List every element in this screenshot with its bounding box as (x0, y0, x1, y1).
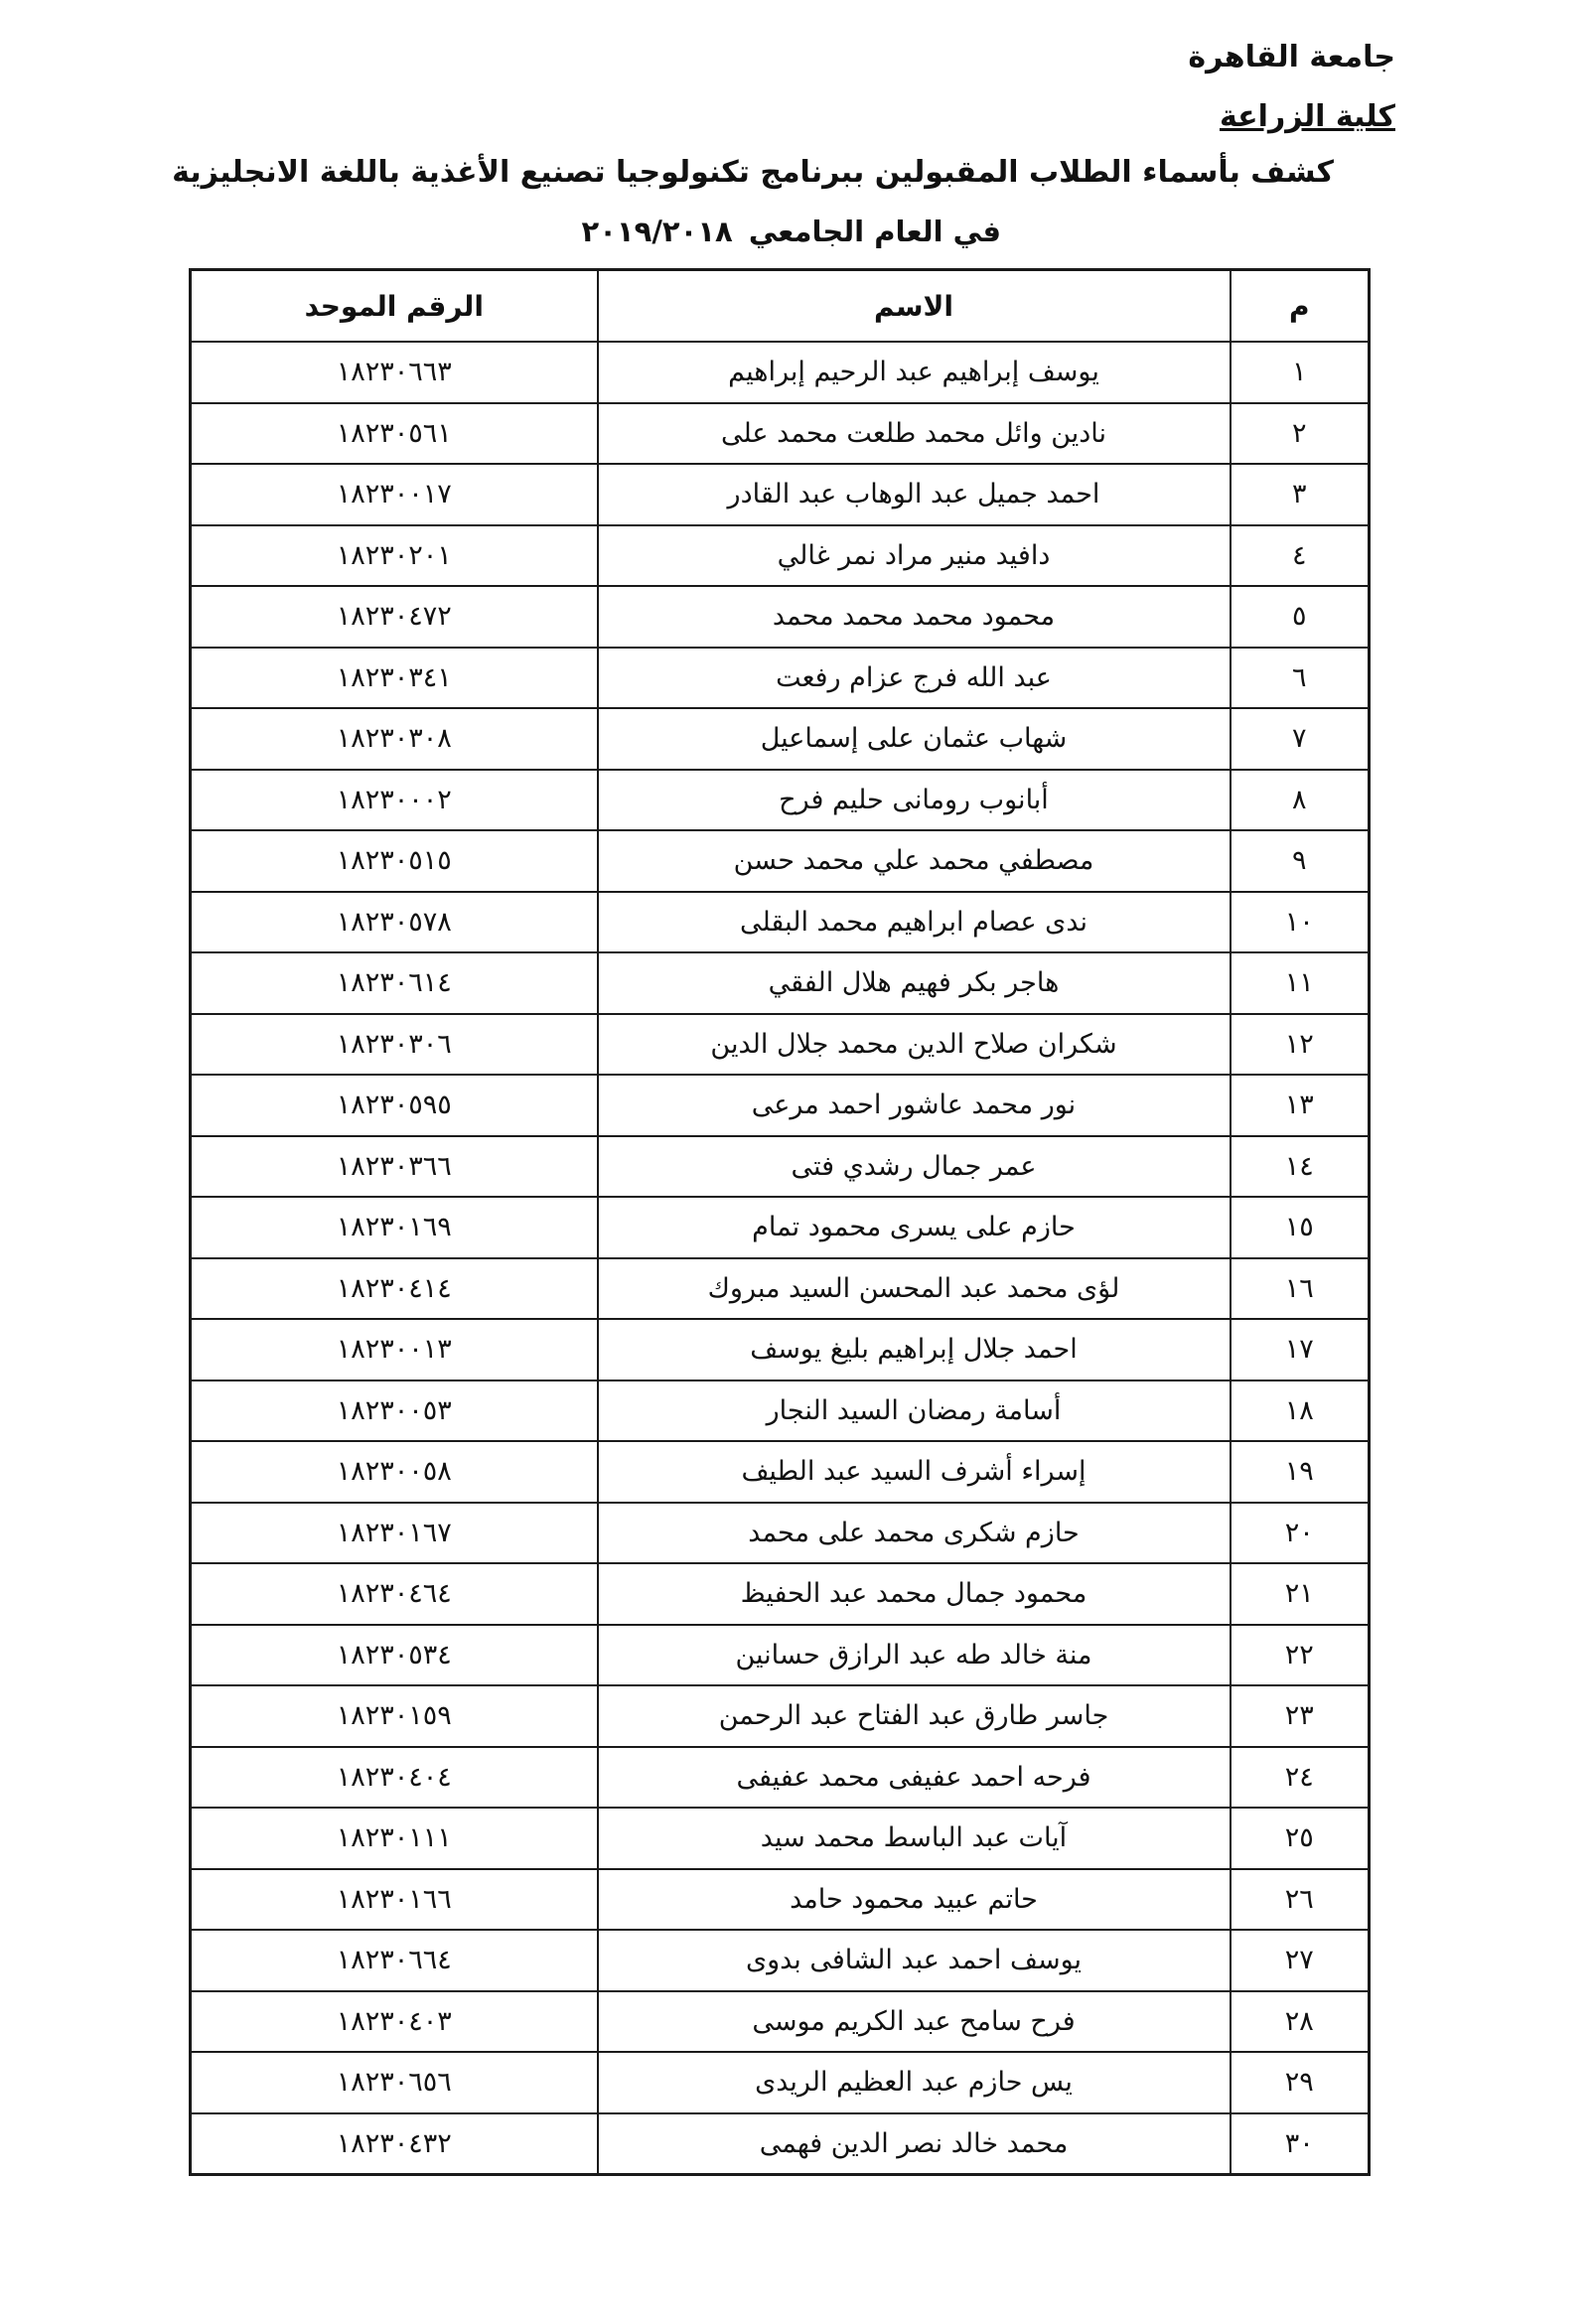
student-name-cell: حازم على يسرى محمود تمام (598, 1197, 1231, 1258)
table-row (191, 403, 1370, 465)
student-name-cell: احمد جميل عبد الوهاب عبد القادر (598, 464, 1231, 525)
table-row (191, 1930, 1370, 1991)
column-header-unified-id: الرقم الموحد (191, 270, 598, 343)
unified-id-cell: ١٨٢٣٠٤١٤ (191, 1258, 598, 1320)
student-name-cell: حازم شكرى محمد على محمد (598, 1503, 1231, 1564)
table-row (191, 1808, 1370, 1869)
student-name-cell: محمود جمال محمد عبد الحفيظ (598, 1563, 1231, 1625)
student-name-cell: فرحه احمد عفيفى محمد عفيفى (598, 1747, 1231, 1809)
university-name: جامعة القاهرة (1188, 40, 1395, 74)
unified-id-cell: ١٨٢٣٠٤٠٣ (191, 1991, 598, 2053)
student-name-cell: أبانوب رومانى حليم فرح (598, 770, 1231, 831)
table-row (191, 648, 1370, 709)
student-name-cell: ندى عصام ابراهيم محمد البقلى (598, 892, 1231, 953)
table-row (191, 2052, 1370, 2113)
unified-id-cell: ١٨٢٣٠١٦٦ (191, 1869, 598, 1931)
table-row (191, 1258, 1370, 1320)
table-body (191, 342, 1370, 2175)
table-row (191, 830, 1370, 892)
student-name-cell: يوسف إبراهيم عبد الرحيم إبراهيم (598, 342, 1231, 403)
student-name-cell: فرح سامح عبد الكريم موسى (598, 1991, 1231, 2053)
unified-id-cell: ١٨٢٣٠٠١٧ (191, 464, 598, 525)
table-row (191, 464, 1370, 525)
table-row (191, 1014, 1370, 1076)
row-number-cell: ٢١ (1231, 1563, 1370, 1625)
column-header-name: الاسم (598, 270, 1231, 343)
student-name-cell: يس حازم عبد العظيم الريدى (598, 2052, 1231, 2113)
unified-id-cell: ١٨٢٣٠٦٦٣ (191, 342, 598, 403)
row-number-cell: ٤ (1231, 525, 1370, 587)
table-row (191, 1380, 1370, 1442)
student-name-cell: هاجر بكر فهيم هلال الفقي (598, 952, 1231, 1014)
unified-id-cell: ١٨٢٣٠٠٠٢ (191, 770, 598, 831)
unified-id-cell: ١٨٢٣٠٥٦١ (191, 403, 598, 465)
column-header-number: م (1231, 270, 1370, 343)
student-name-cell: محمود محمد محمد محمد (598, 586, 1231, 648)
table-row (191, 1197, 1370, 1258)
student-name-cell: آيات عبد الباسط محمد سيد (598, 1808, 1231, 1869)
table-row (191, 1319, 1370, 1380)
table-row (191, 952, 1370, 1014)
unified-id-cell: ١٨٢٣٠٠١٣ (191, 1319, 598, 1380)
table-row (191, 1563, 1370, 1625)
row-number-cell: ٢٤ (1231, 1747, 1370, 1809)
unified-id-cell: ١٨٢٣٠٦١٤ (191, 952, 598, 1014)
unified-id-cell: ١٨٢٣٠٢٠١ (191, 525, 598, 587)
row-number-cell: ١٣ (1231, 1075, 1370, 1136)
document-title: كشف بأسماء الطلاب المقبولين ببرنامج تكنولوجيا تصنيع الأغذية باللغة الانجليزية (172, 155, 1334, 190)
unified-id-cell: ١٨٢٣٠٥٣٤ (191, 1625, 598, 1686)
row-number-cell: ١ (1231, 342, 1370, 403)
row-number-cell: ٢٥ (1231, 1808, 1370, 1869)
row-number-cell: ٦ (1231, 648, 1370, 709)
academic-year-prefix: في العام الجامعي (748, 215, 1001, 248)
unified-id-cell: ١٨٢٣٠٤٣٢ (191, 2113, 598, 2175)
student-name-cell: جاسر طارق عبد الفتاح عبد الرحمن (598, 1685, 1231, 1747)
row-number-cell: ٥ (1231, 586, 1370, 648)
student-name-cell: نادين وائل محمد طلعت محمد على (598, 403, 1231, 465)
row-number-cell: ٢٢ (1231, 1625, 1370, 1686)
student-name-cell: مصطفي محمد علي محمد حسن (598, 830, 1231, 892)
row-number-cell: ١٠ (1231, 892, 1370, 953)
unified-id-cell: ١٨٢٣٠١٦٩ (191, 1197, 598, 1258)
unified-id-cell: ١٨٢٣٠١٦٧ (191, 1503, 598, 1564)
table-row (191, 342, 1370, 403)
students-table (189, 268, 1371, 2176)
unified-id-cell: ١٨٢٣٠٥١٥ (191, 830, 598, 892)
unified-id-cell: ١٨٢٣٠٦٥٦ (191, 2052, 598, 2113)
row-number-cell: ٣٠ (1231, 2113, 1370, 2175)
student-name-cell: لؤى محمد عبد المحسن السيد مبروك (598, 1258, 1231, 1320)
student-name-cell: عمر جمال رشدي فتى (598, 1136, 1231, 1198)
unified-id-cell: ١٨٢٣٠٦٦٤ (191, 1930, 598, 1991)
unified-id-cell: ١٨٢٣٠٠٥٨ (191, 1441, 598, 1503)
row-number-cell: ١٢ (1231, 1014, 1370, 1076)
table-row (191, 1625, 1370, 1686)
row-number-cell: ١٧ (1231, 1319, 1370, 1380)
unified-id-cell: ١٨٢٣٠٣٦٦ (191, 1136, 598, 1198)
table-row (191, 2113, 1370, 2175)
academic-year-line (582, 215, 1001, 248)
row-number-cell: ٧ (1231, 708, 1370, 770)
row-number-cell: ١٥ (1231, 1197, 1370, 1258)
unified-id-cell: ١٨٢٣٠٣٠٨ (191, 708, 598, 770)
student-name-cell: إسراء أشرف السيد عبد الطيف (598, 1441, 1231, 1503)
table-row (191, 1503, 1370, 1564)
unified-id-cell: ١٨٢٣٠٥٧٨ (191, 892, 598, 953)
row-number-cell: ١٤ (1231, 1136, 1370, 1198)
unified-id-cell: ١٨٢٣٠١١١ (191, 1808, 598, 1869)
row-number-cell: ٣ (1231, 464, 1370, 525)
unified-id-cell: ١٨٢٣٠٤٦٤ (191, 1563, 598, 1625)
unified-id-cell: ١٨٢٣٠٤٧٢ (191, 586, 598, 648)
student-name-cell: حاتم عبيد محمود حامد (598, 1869, 1231, 1931)
unified-id-cell: ١٨٢٣٠٤٠٤ (191, 1747, 598, 1809)
unified-id-cell: ١٨٢٣٠٥٩٥ (191, 1075, 598, 1136)
table-row (191, 708, 1370, 770)
faculty-name: كلية الزراعة (1219, 99, 1395, 134)
student-name-cell: أسامة رمضان السيد النجار (598, 1380, 1231, 1442)
student-name-cell: دافيد منير مراد نمر غالي (598, 525, 1231, 587)
table-row (191, 525, 1370, 587)
table-row (191, 1075, 1370, 1136)
table-row (191, 892, 1370, 953)
student-name-cell: شهاب عثمان على إسماعيل (598, 708, 1231, 770)
row-number-cell: ١١ (1231, 952, 1370, 1014)
row-number-cell: ٨ (1231, 770, 1370, 831)
student-name-cell: منة خالد طه عبد الرازق حسانين (598, 1625, 1231, 1686)
student-name-cell: نور محمد عاشور احمد مرعى (598, 1075, 1231, 1136)
row-number-cell: ٢٣ (1231, 1685, 1370, 1747)
student-name-cell: شكران صلاح الدين محمد جلال الدين (598, 1014, 1231, 1076)
student-name-cell: احمد جلال إبراهيم بليغ يوسف (598, 1319, 1231, 1380)
row-number-cell: ١٦ (1231, 1258, 1370, 1320)
unified-id-cell: ١٨٢٣٠٠٥٣ (191, 1380, 598, 1442)
student-name-cell: عبد الله فرج عزام رفعت (598, 648, 1231, 709)
table-row (191, 1441, 1370, 1503)
table-row (191, 1136, 1370, 1198)
table-row (191, 1747, 1370, 1809)
table-header-row (191, 270, 1370, 343)
table-row (191, 770, 1370, 831)
row-number-cell: ٩ (1231, 830, 1370, 892)
student-name-cell: يوسف احمد عبد الشافى بدوى (598, 1930, 1231, 1991)
table-row (191, 1991, 1370, 2053)
row-number-cell: ١٨ (1231, 1380, 1370, 1442)
unified-id-cell: ١٨٢٣٠٣٤١ (191, 648, 598, 709)
row-number-cell: ٢٧ (1231, 1930, 1370, 1991)
row-number-cell: ٢ (1231, 403, 1370, 465)
row-number-cell: ١٩ (1231, 1441, 1370, 1503)
unified-id-cell: ١٨٢٣٠٣٠٦ (191, 1014, 598, 1076)
academic-year-value: ٢٠١٩/٢٠١٨ (581, 215, 733, 248)
row-number-cell: ٢٩ (1231, 2052, 1370, 2113)
row-number-cell: ٢٨ (1231, 1991, 1370, 2053)
unified-id-cell: ١٨٢٣٠١٥٩ (191, 1685, 598, 1747)
table-row (191, 1869, 1370, 1931)
table-row (191, 1685, 1370, 1747)
table-row (191, 586, 1370, 648)
student-name-cell: محمد خالد نصر الدين فهمى (598, 2113, 1231, 2175)
row-number-cell: ٢٦ (1231, 1869, 1370, 1931)
row-number-cell: ٢٠ (1231, 1503, 1370, 1564)
